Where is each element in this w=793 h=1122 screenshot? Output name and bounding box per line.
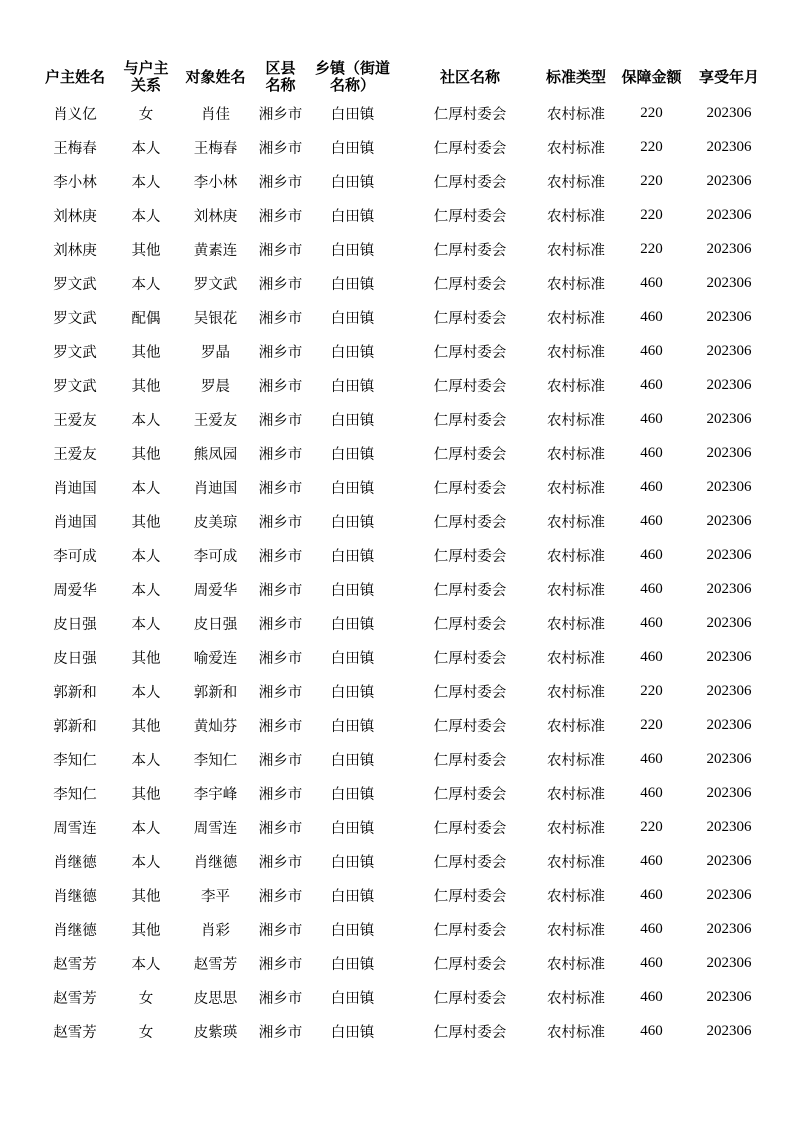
table-row [32,266,768,300]
relation-cell: 本人 [131,752,161,769]
standard-type-cell: 农村标准 [547,888,605,905]
township-cell: 白田镇 [330,854,375,871]
header-community: 社区名称 [439,67,500,86]
community-cell: 仁厚村委会 [433,616,507,633]
amount-cell: 220 [640,138,663,155]
table-row [32,572,768,606]
table-row [32,742,768,776]
county-cell: 湘乡市 [258,922,303,939]
township-cell: 白田镇 [330,514,375,531]
amount-cell: 460 [640,512,663,529]
householder-name-cell: 赵雪芳 [53,1024,97,1041]
relation-cell: 本人 [131,548,161,565]
relation-cell: 其他 [131,378,161,395]
standard-type-cell: 农村标准 [547,480,605,497]
standard-type-cell: 农村标准 [547,854,605,871]
standard-type-cell: 农村标准 [547,106,605,123]
amount-cell: 460 [640,410,663,427]
relation-cell: 女 [138,990,154,1007]
county-cell: 湘乡市 [258,310,303,327]
amount-cell: 460 [640,954,663,971]
community-cell: 仁厚村委会 [433,956,507,973]
recipient-name-cell: 皮日强 [193,616,238,633]
recipient-name-cell: 罗文武 [193,276,238,293]
relation-cell: 其他 [131,888,161,905]
table-row [32,810,768,844]
month-cell: 202306 [706,478,752,495]
community-cell: 仁厚村委会 [433,752,507,769]
recipient-name-cell: 熊凤园 [193,446,238,463]
amount-cell: 460 [640,886,663,903]
month-cell: 202306 [706,886,752,903]
amount-cell: 460 [640,648,663,665]
standard-type-cell: 农村标准 [547,1024,605,1041]
township-cell: 白田镇 [330,310,375,327]
township-cell: 白田镇 [330,752,375,769]
community-cell: 仁厚村委会 [433,344,507,361]
amount-cell: 460 [640,376,663,393]
amount-cell: 460 [640,750,663,767]
table-row [32,606,768,640]
standard-type-cell: 农村标准 [547,344,605,361]
recipient-name-cell: 肖继德 [193,854,238,871]
county-cell: 湘乡市 [258,956,303,973]
amount-cell: 460 [640,342,663,359]
county-cell: 湘乡市 [258,276,303,293]
standard-type-cell: 农村标准 [547,650,605,667]
county-cell: 湘乡市 [258,616,303,633]
householder-name-cell: 李知仁 [53,752,97,769]
standard-type-cell: 农村标准 [547,140,605,157]
township-cell: 白田镇 [330,1024,375,1041]
householder-name-cell: 郭新和 [53,684,97,701]
county-cell: 湘乡市 [258,378,303,395]
standard-type-cell: 农村标准 [547,922,605,939]
township-cell: 白田镇 [330,106,375,123]
amount-cell: 460 [640,988,663,1005]
recipient-name-cell: 王梅春 [193,140,238,157]
month-cell: 202306 [706,206,752,223]
amount-cell: 220 [640,206,663,223]
recipient-name-cell: 喻爱连 [193,650,238,667]
householder-name-cell: 皮日强 [53,650,97,667]
recipient-name-cell: 王爱友 [193,412,238,429]
month-cell: 202306 [706,852,752,869]
county-cell: 湘乡市 [258,582,303,599]
standard-type-cell: 农村标准 [547,208,605,225]
table-row [32,776,768,810]
header-recipient-name: 对象姓名 [185,67,246,86]
relation-cell: 本人 [131,276,161,293]
recipient-name-cell: 黄灿芬 [193,718,238,735]
month-cell: 202306 [706,410,752,427]
recipient-name-cell: 李可成 [193,548,238,565]
relation-cell: 其他 [131,786,161,803]
county-cell: 湘乡市 [258,480,303,497]
township-cell: 白田镇 [330,480,375,497]
standard-type-cell: 农村标准 [547,616,605,633]
table-row [32,164,768,198]
table-row [32,912,768,946]
relation-cell: 女 [138,106,154,123]
standard-type-cell: 农村标准 [547,378,605,395]
amount-cell: 220 [640,682,663,699]
county-cell: 湘乡市 [258,208,303,225]
county-cell: 湘乡市 [258,514,303,531]
table-row [32,708,768,742]
month-cell: 202306 [706,580,752,597]
relation-cell: 本人 [131,140,161,157]
county-cell: 湘乡市 [258,820,303,837]
header-county: 区县 名称 [265,59,296,94]
householder-name-cell: 王梅春 [53,140,97,157]
relation-cell: 本人 [131,820,161,837]
community-cell: 仁厚村委会 [433,548,507,565]
community-cell: 仁厚村委会 [433,786,507,803]
month-cell: 202306 [706,750,752,767]
month-cell: 202306 [706,444,752,461]
recipient-name-cell: 黄素连 [193,242,238,259]
amount-cell: 460 [640,1022,663,1039]
recipient-name-cell: 肖彩 [201,922,230,939]
amount-cell: 220 [640,716,663,733]
township-cell: 白田镇 [330,718,375,735]
community-cell: 仁厚村委会 [433,242,507,259]
recipient-name-cell: 皮思思 [193,990,238,1007]
recipient-name-cell: 李平 [201,888,230,905]
township-cell: 白田镇 [330,684,375,701]
table-row [32,470,768,504]
header-householder-name: 户主姓名 [44,67,105,86]
county-cell: 湘乡市 [258,650,303,667]
community-cell: 仁厚村委会 [433,378,507,395]
amount-cell: 460 [640,580,663,597]
assistance-table [32,58,768,1048]
standard-type-cell: 农村标准 [547,548,605,565]
county-cell: 湘乡市 [258,344,303,361]
recipient-name-cell: 李小林 [193,174,238,191]
month-cell: 202306 [706,920,752,937]
relation-cell: 本人 [131,616,161,633]
relation-cell: 女 [138,1024,154,1041]
month-cell: 202306 [706,240,752,257]
householder-name-cell: 李小林 [53,174,97,191]
community-cell: 仁厚村委会 [433,174,507,191]
table-row [32,538,768,572]
township-cell: 白田镇 [330,174,375,191]
month-cell: 202306 [706,716,752,733]
relation-cell: 其他 [131,514,161,531]
relation-cell: 本人 [131,174,161,191]
county-cell: 湘乡市 [258,242,303,259]
table-row [32,232,768,266]
table-row [32,1014,768,1048]
table-row [32,334,768,368]
township-cell: 白田镇 [330,344,375,361]
standard-type-cell: 农村标准 [547,956,605,973]
amount-cell: 460 [640,478,663,495]
county-cell: 湘乡市 [258,990,303,1007]
month-cell: 202306 [706,138,752,155]
standard-type-cell: 农村标准 [547,412,605,429]
county-cell: 湘乡市 [258,106,303,123]
householder-name-cell: 赵雪芳 [53,990,97,1007]
amount-cell: 220 [640,240,663,257]
householder-name-cell: 李知仁 [53,786,97,803]
relation-cell: 配偶 [131,310,161,327]
householder-name-cell: 罗文武 [53,344,97,361]
recipient-name-cell: 李宇峰 [193,786,238,803]
relation-cell: 本人 [131,854,161,871]
recipient-name-cell: 周爱华 [193,582,238,599]
township-cell: 白田镇 [330,412,375,429]
month-cell: 202306 [706,274,752,291]
relation-cell: 本人 [131,684,161,701]
householder-name-cell: 周雪连 [53,820,97,837]
recipient-name-cell: 赵雪芳 [193,956,238,973]
community-cell: 仁厚村委会 [433,650,507,667]
header-township: 乡镇（街道 名称） [314,59,390,94]
township-cell: 白田镇 [330,616,375,633]
amount-cell: 460 [640,920,663,937]
standard-type-cell: 农村标准 [547,582,605,599]
county-cell: 湘乡市 [258,888,303,905]
county-cell: 湘乡市 [258,446,303,463]
township-cell: 白田镇 [330,548,375,565]
householder-name-cell: 刘林庚 [53,208,97,225]
relation-cell: 本人 [131,582,161,599]
standard-type-cell: 农村标准 [547,786,605,803]
county-cell: 湘乡市 [258,752,303,769]
recipient-name-cell: 肖佳 [201,106,230,123]
table-row [32,96,768,130]
month-cell: 202306 [706,376,752,393]
amount-cell: 460 [640,274,663,291]
amount-cell: 220 [640,104,663,121]
amount-cell: 460 [640,852,663,869]
month-cell: 202306 [706,512,752,529]
table-header-row [32,58,768,96]
recipient-name-cell: 罗晶 [201,344,230,361]
amount-cell: 460 [640,444,663,461]
table-row [32,674,768,708]
header-amount: 保障金额 [621,67,682,86]
recipient-name-cell: 郭新和 [193,684,238,701]
month-cell: 202306 [706,172,752,189]
householder-name-cell: 肖继德 [53,888,97,905]
header-standard-type: 标准类型 [545,67,606,86]
township-cell: 白田镇 [330,820,375,837]
amount-cell: 460 [640,546,663,563]
table-row [32,368,768,402]
county-cell: 湘乡市 [258,140,303,157]
month-cell: 202306 [706,682,752,699]
community-cell: 仁厚村委会 [433,446,507,463]
month-cell: 202306 [706,954,752,971]
township-cell: 白田镇 [330,888,375,905]
month-cell: 202306 [706,104,752,121]
standard-type-cell: 农村标准 [547,242,605,259]
householder-name-cell: 罗文武 [53,378,97,395]
table-row [32,130,768,164]
relation-cell: 其他 [131,650,161,667]
township-cell: 白田镇 [330,922,375,939]
community-cell: 仁厚村委会 [433,854,507,871]
relation-cell: 本人 [131,208,161,225]
month-cell: 202306 [706,308,752,325]
community-cell: 仁厚村委会 [433,820,507,837]
community-cell: 仁厚村委会 [433,582,507,599]
householder-name-cell: 王爱友 [53,446,97,463]
householder-name-cell: 罗文武 [53,310,97,327]
standard-type-cell: 农村标准 [547,820,605,837]
township-cell: 白田镇 [330,140,375,157]
county-cell: 湘乡市 [258,718,303,735]
community-cell: 仁厚村委会 [433,106,507,123]
county-cell: 湘乡市 [258,548,303,565]
recipient-name-cell: 刘林庚 [193,208,238,225]
township-cell: 白田镇 [330,786,375,803]
amount-cell: 460 [640,784,663,801]
table-row [32,436,768,470]
month-cell: 202306 [706,546,752,563]
standard-type-cell: 农村标准 [547,718,605,735]
recipient-name-cell: 皮紫瑛 [193,1024,238,1041]
community-cell: 仁厚村委会 [433,310,507,327]
township-cell: 白田镇 [330,956,375,973]
township-cell: 白田镇 [330,242,375,259]
community-cell: 仁厚村委会 [433,684,507,701]
township-cell: 白田镇 [330,582,375,599]
community-cell: 仁厚村委会 [433,888,507,905]
recipient-name-cell: 周雪连 [193,820,238,837]
township-cell: 白田镇 [330,650,375,667]
householder-name-cell: 赵雪芳 [53,956,97,973]
relation-cell: 本人 [131,412,161,429]
month-cell: 202306 [706,614,752,631]
community-cell: 仁厚村委会 [433,990,507,1007]
table-row [32,198,768,232]
recipient-name-cell: 李知仁 [193,752,238,769]
township-cell: 白田镇 [330,208,375,225]
county-cell: 湘乡市 [258,684,303,701]
standard-type-cell: 农村标准 [547,446,605,463]
householder-name-cell: 王爱友 [53,412,97,429]
table-row [32,300,768,334]
community-cell: 仁厚村委会 [433,514,507,531]
county-cell: 湘乡市 [258,1024,303,1041]
recipient-name-cell: 皮美琼 [193,514,238,531]
table-body [32,96,768,1048]
amount-cell: 460 [640,614,663,631]
recipient-name-cell: 肖迪国 [193,480,238,497]
relation-cell: 其他 [131,922,161,939]
householder-name-cell: 肖继德 [53,854,97,871]
recipient-name-cell: 吴银花 [193,310,238,327]
householder-name-cell: 皮日强 [53,616,97,633]
standard-type-cell: 农村标准 [547,990,605,1007]
householder-name-cell: 肖迪国 [53,480,97,497]
community-cell: 仁厚村委会 [433,140,507,157]
standard-type-cell: 农村标准 [547,174,605,191]
relation-cell: 其他 [131,242,161,259]
community-cell: 仁厚村委会 [433,1024,507,1041]
township-cell: 白田镇 [330,276,375,293]
relation-cell: 本人 [131,480,161,497]
householder-name-cell: 李可成 [53,548,97,565]
month-cell: 202306 [706,784,752,801]
county-cell: 湘乡市 [258,412,303,429]
table-row [32,402,768,436]
householder-name-cell: 郭新和 [53,718,97,735]
community-cell: 仁厚村委会 [433,412,507,429]
relation-cell: 其他 [131,446,161,463]
recipient-name-cell: 罗晨 [201,378,230,395]
county-cell: 湘乡市 [258,854,303,871]
householder-name-cell: 周爱华 [53,582,97,599]
header-month: 享受年月 [698,67,759,86]
month-cell: 202306 [706,342,752,359]
community-cell: 仁厚村委会 [433,922,507,939]
table-row [32,946,768,980]
amount-cell: 220 [640,172,663,189]
standard-type-cell: 农村标准 [547,276,605,293]
community-cell: 仁厚村委会 [433,480,507,497]
township-cell: 白田镇 [330,378,375,395]
county-cell: 湘乡市 [258,174,303,191]
county-cell: 湘乡市 [258,786,303,803]
relation-cell: 本人 [131,956,161,973]
standard-type-cell: 农村标准 [547,310,605,327]
table-row [32,980,768,1014]
householder-name-cell: 罗文武 [53,276,97,293]
community-cell: 仁厚村委会 [433,718,507,735]
standard-type-cell: 农村标准 [547,752,605,769]
householder-name-cell: 刘林庚 [53,242,97,259]
standard-type-cell: 农村标准 [547,684,605,701]
table-row [32,504,768,538]
householder-name-cell: 肖迪国 [53,514,97,531]
community-cell: 仁厚村委会 [433,208,507,225]
township-cell: 白田镇 [330,990,375,1007]
householder-name-cell: 肖继德 [53,922,97,939]
township-cell: 白田镇 [330,446,375,463]
relation-cell: 其他 [131,344,161,361]
amount-cell: 220 [640,818,663,835]
month-cell: 202306 [706,648,752,665]
table-row [32,878,768,912]
month-cell: 202306 [706,1022,752,1039]
table-row [32,844,768,878]
standard-type-cell: 农村标准 [547,514,605,531]
amount-cell: 460 [640,308,663,325]
table-row [32,640,768,674]
householder-name-cell: 肖义亿 [53,106,97,123]
header-relation: 与户主 关系 [123,59,169,94]
community-cell: 仁厚村委会 [433,276,507,293]
month-cell: 202306 [706,818,752,835]
month-cell: 202306 [706,988,752,1005]
relation-cell: 其他 [131,718,161,735]
